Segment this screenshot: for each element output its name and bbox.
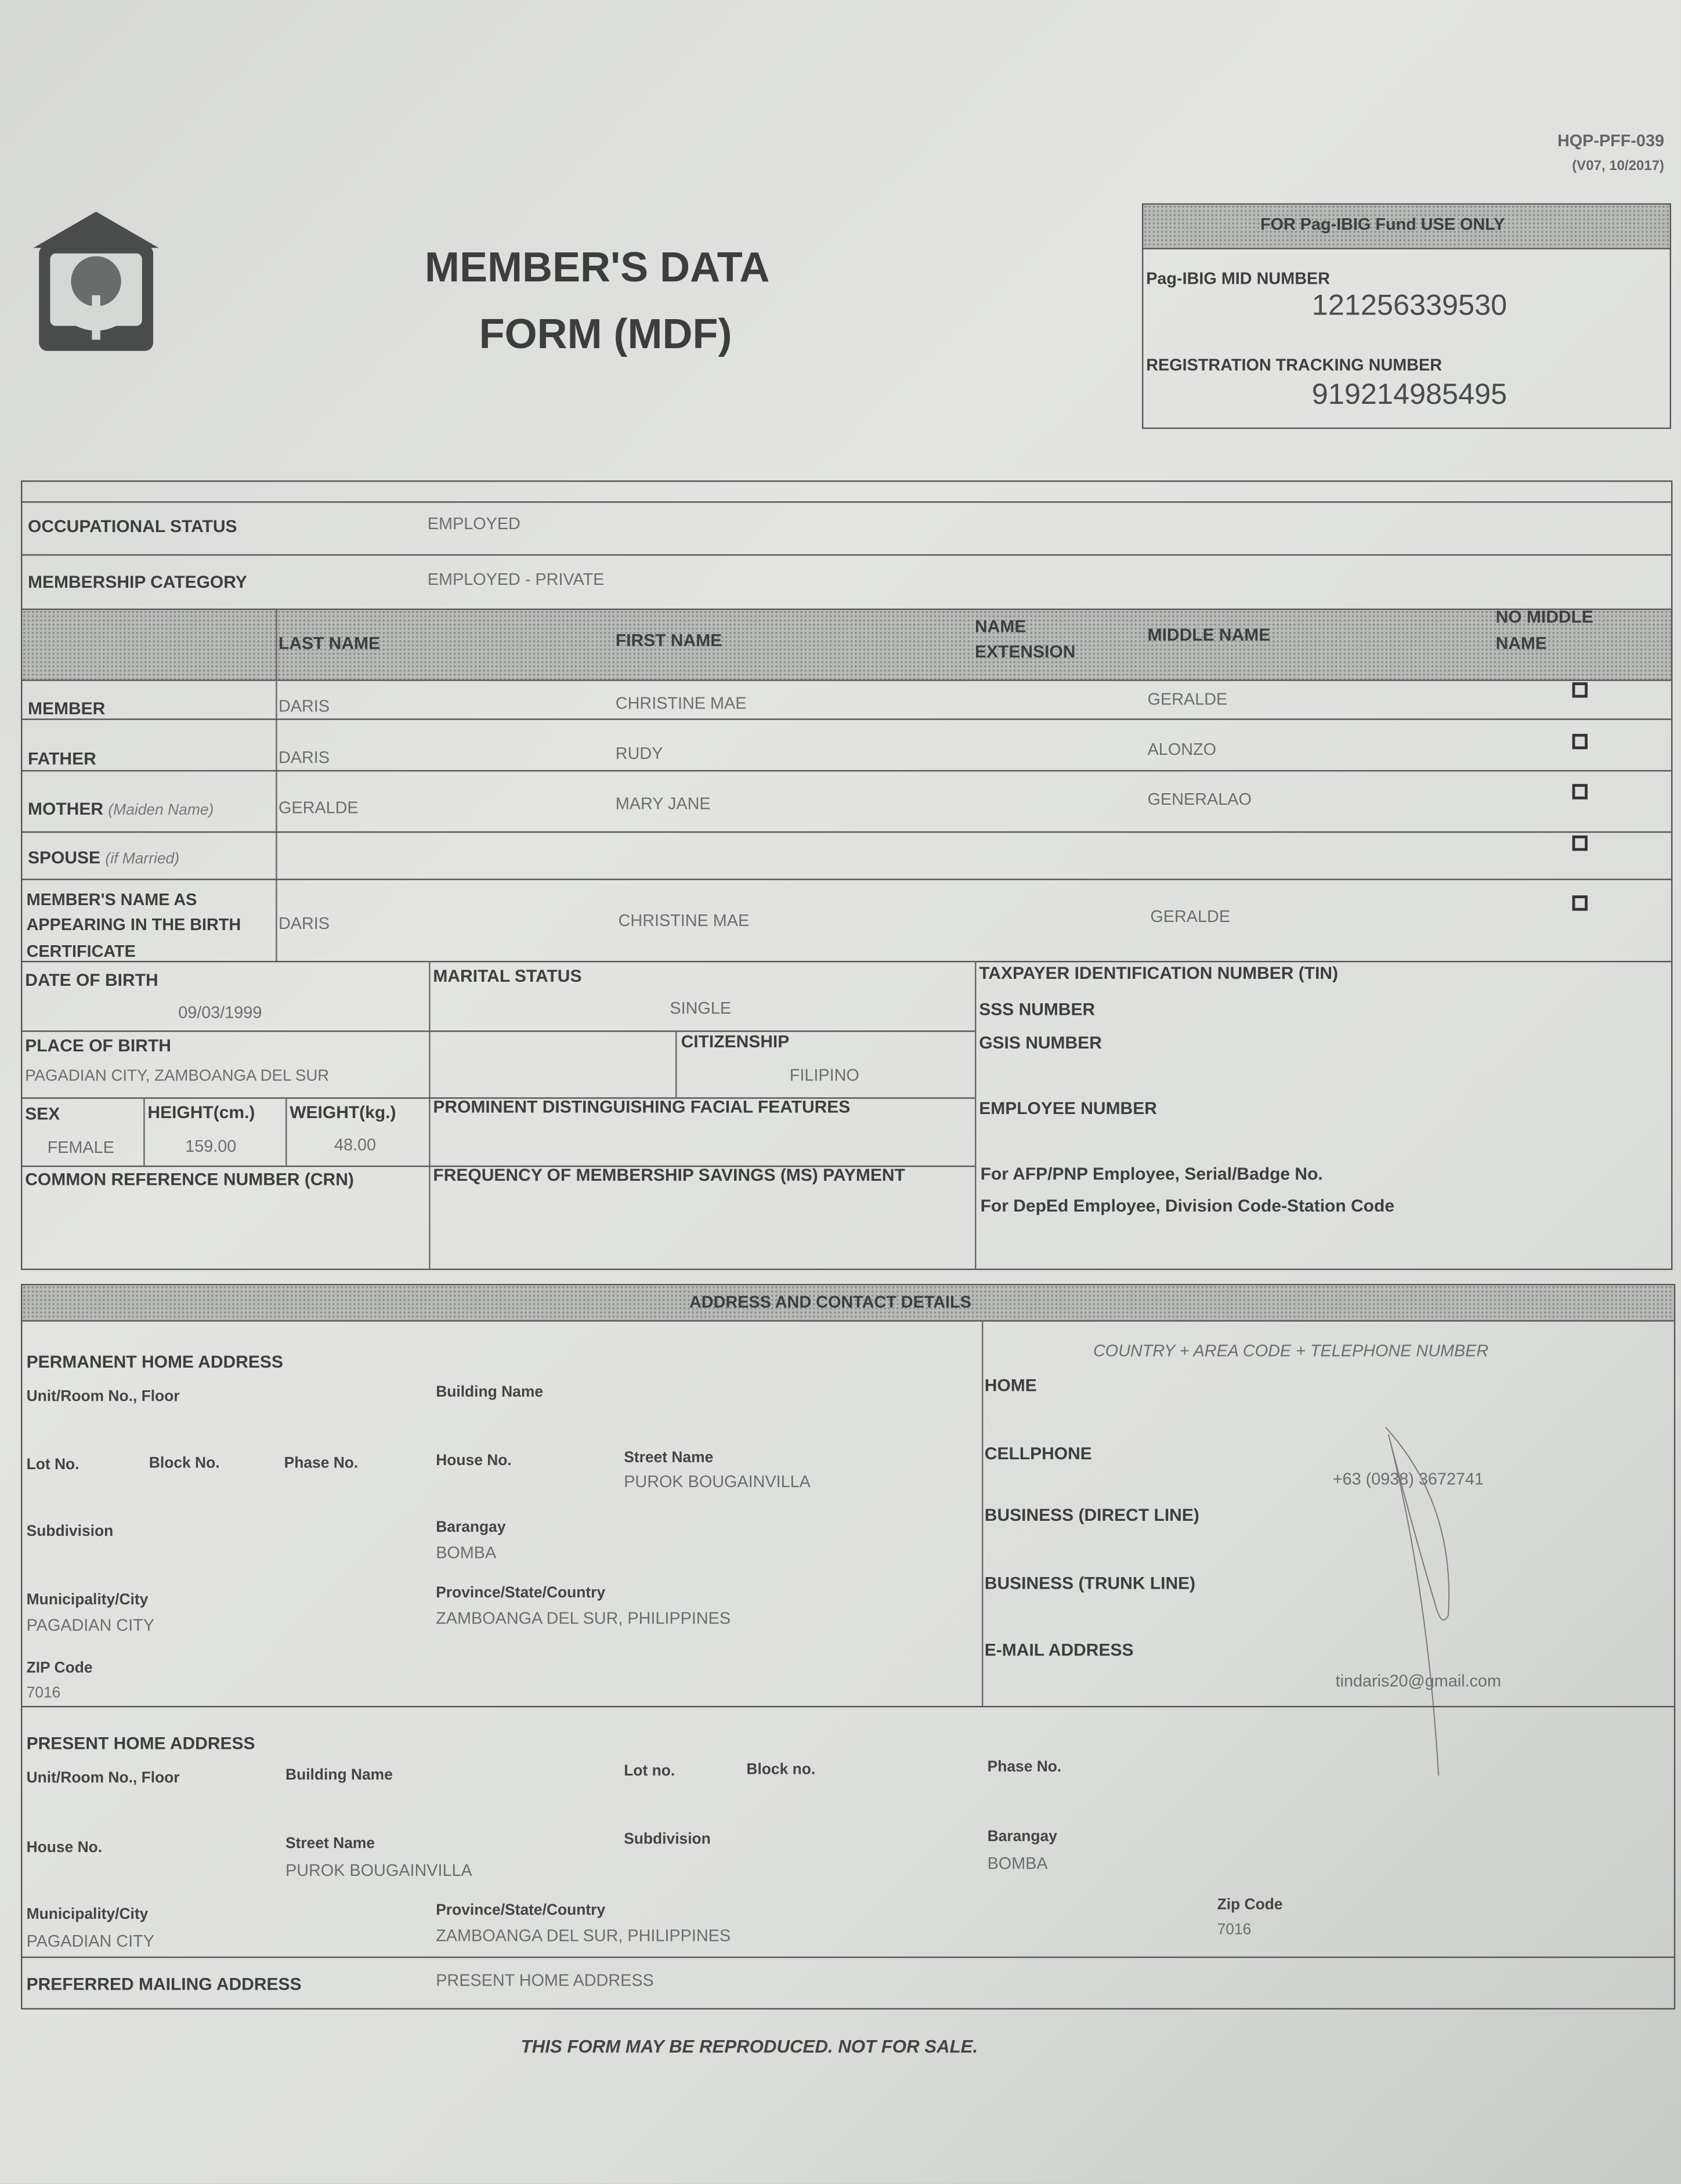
pres-phase-label: Phase No. bbox=[987, 1759, 1062, 1776]
height-value[interactable]: 159.00 bbox=[185, 1136, 237, 1156]
gsis-label: GSIS NUMBER bbox=[979, 1033, 1102, 1053]
father-middle-name[interactable]: ALONZO bbox=[1147, 739, 1217, 759]
perm-street-value[interactable]: PUROK BOUGAINVILLA bbox=[624, 1471, 811, 1492]
title-line-2: FORM (MDF) bbox=[479, 312, 732, 358]
house-logo-icon bbox=[31, 209, 162, 354]
birth-cert-middle-name[interactable]: GERALDE bbox=[1150, 906, 1231, 927]
marital-status-value[interactable]: SINGLE bbox=[670, 998, 732, 1018]
sss-label: SSS NUMBER bbox=[979, 1000, 1096, 1019]
birth-cert-label-1: MEMBER'S NAME AS bbox=[26, 889, 197, 910]
dob-value[interactable]: 09/03/1999 bbox=[178, 1003, 262, 1022]
membership-category-label: MEMBERSHIP CATEGORY bbox=[28, 572, 247, 592]
cellphone-value[interactable]: +63 (0938) 3672741 bbox=[1332, 1469, 1484, 1489]
col-middle-name: MIDDLE NAME bbox=[1147, 625, 1271, 645]
pob-label: PLACE OF BIRTH bbox=[25, 1036, 171, 1056]
employee-number-label: EMPLOYEE NUMBER bbox=[979, 1098, 1157, 1119]
present-address-title: PRESENT HOME ADDRESS bbox=[26, 1734, 255, 1753]
title-line-1: MEMBER'S DATA bbox=[425, 245, 770, 291]
perm-zip-label: ZIP Code bbox=[26, 1659, 93, 1677]
perm-province-value[interactable]: ZAMBOANGA DEL SUR, PHILIPPINES bbox=[436, 1608, 731, 1628]
pagibig-logo bbox=[31, 209, 162, 354]
mailing-address-value[interactable]: PRESENT HOME ADDRESS bbox=[436, 1970, 654, 1990]
perm-zip-value[interactable]: 7016 bbox=[26, 1685, 61, 1702]
row-mother-label bbox=[28, 800, 214, 819]
row-father-label: FATHER bbox=[28, 749, 96, 769]
mid-number-value: 121256339530 bbox=[1311, 290, 1508, 322]
pres-subdivision-label: Subdivision bbox=[624, 1831, 711, 1848]
perm-building-label: Building Name bbox=[436, 1384, 544, 1401]
birth-cert-last-name[interactable]: DARIS bbox=[279, 913, 330, 934]
perm-street-label: Street Name bbox=[624, 1449, 714, 1467]
afp-pnp-label: For AFP/PNP Employee, Serial/Badge No. bbox=[980, 1164, 1323, 1184]
member-last-name[interactable]: DARIS bbox=[279, 696, 330, 716]
tin-label: TAXPAYER IDENTIFICATION NUMBER (TIN) bbox=[979, 963, 1339, 983]
mother-middle-name[interactable]: GENERALAO bbox=[1147, 789, 1252, 809]
birth-cert-label-2: APPEARING IN THE BIRTH bbox=[26, 914, 241, 935]
member-middle-name[interactable]: GERALDE bbox=[1147, 689, 1228, 709]
rtn-value: 919214985495 bbox=[1311, 378, 1508, 411]
email-value[interactable]: tindaris20@gmail.com bbox=[1335, 1671, 1501, 1691]
pres-building-label: Building Name bbox=[285, 1767, 393, 1784]
perm-block-label: Block No. bbox=[149, 1455, 220, 1472]
pres-lot-label: Lot no. bbox=[624, 1763, 675, 1780]
father-no-middle-checkbox[interactable] bbox=[1572, 734, 1588, 749]
weight-label: WEIGHT(kg.) bbox=[290, 1102, 396, 1123]
birth-cert-label-3: CERTIFICATE bbox=[26, 941, 136, 961]
occupational-status-label: OCCUPATIONAL STATUS bbox=[28, 516, 237, 537]
occupational-status-value[interactable]: EMPLOYED bbox=[427, 514, 520, 534]
birth-cert-no-middle-checkbox[interactable] bbox=[1572, 895, 1588, 910]
crn-label: COMMON REFERENCE NUMBER (CRN) bbox=[25, 1170, 354, 1189]
form-version: (V07, 10/2017) bbox=[1572, 158, 1664, 174]
footer-note: THIS FORM MAY BE REPRODUCED. NOT FOR SALE. bbox=[520, 2035, 978, 2057]
mid-number-label: Pag-IBIG MID NUMBER bbox=[1146, 269, 1330, 288]
pres-street-value[interactable]: PUROK BOUGAINVILLA bbox=[285, 1860, 472, 1881]
col-name-extension-2: EXTENSION bbox=[975, 642, 1076, 661]
perm-barangay-label: Barangay bbox=[436, 1519, 506, 1536]
marital-status-label: MARITAL STATUS bbox=[433, 966, 582, 986]
pres-city-value[interactable]: PAGADIAN CITY bbox=[26, 1931, 154, 1951]
pres-house-label: House No. bbox=[26, 1839, 103, 1857]
mailing-address-label: PREFERRED MAILING ADDRESS bbox=[26, 1975, 302, 1994]
father-first-name[interactable]: RUDY bbox=[615, 743, 663, 764]
rtn-label: REGISTRATION TRACKING NUMBER bbox=[1146, 355, 1443, 375]
pres-barangay-label: Barangay bbox=[987, 1828, 1057, 1846]
perm-unit-label: Unit/Room No., Floor bbox=[26, 1388, 180, 1405]
name-header-bg bbox=[22, 610, 1671, 679]
phone-format-note: COUNTRY + AREA CODE + TELEPHONE NUMBER bbox=[1093, 1341, 1489, 1361]
col-name-extension-1: NAME bbox=[975, 617, 1026, 637]
facial-features-label: PROMINENT DISTINGUISHING FACIAL FEATURES bbox=[433, 1097, 851, 1117]
business-trunk-label: BUSINESS (TRUNK LINE) bbox=[984, 1574, 1196, 1593]
perm-subdivision-label: Subdivision bbox=[26, 1523, 114, 1541]
mother-label-note: (Maiden Name) bbox=[108, 802, 214, 819]
pres-province-label: Province/State/Country bbox=[436, 1902, 606, 1919]
business-direct-label: BUSINESS (DIRECT LINE) bbox=[984, 1505, 1199, 1525]
pen-mark-icon bbox=[1372, 1420, 1483, 1782]
pres-unit-label: Unit/Room No., Floor bbox=[26, 1770, 180, 1787]
pres-street-label: Street Name bbox=[285, 1835, 375, 1853]
mother-last-name[interactable]: GERALDE bbox=[279, 798, 359, 818]
mother-first-name[interactable]: MARY JANE bbox=[615, 794, 711, 813]
citizenship-value[interactable]: FILIPINO bbox=[789, 1065, 859, 1085]
perm-city-label: Municipality/City bbox=[26, 1592, 149, 1608]
pres-block-label: Block no. bbox=[746, 1762, 816, 1778]
row-spouse-label bbox=[28, 848, 179, 868]
height-label: HEIGHT(cm.) bbox=[147, 1102, 255, 1123]
home-phone-label: HOME bbox=[984, 1376, 1037, 1395]
perm-house-label: House No. bbox=[436, 1452, 512, 1469]
perm-city-value[interactable]: PAGADIAN CITY bbox=[26, 1615, 154, 1635]
pres-city-label: Municipality/City bbox=[26, 1906, 149, 1923]
member-info-table bbox=[21, 480, 1672, 1270]
pres-barangay-value[interactable]: BOMBA bbox=[987, 1853, 1048, 1874]
address-header: ADDRESS AND CONTACT DETAILS bbox=[689, 1292, 971, 1312]
col-no-middle-1: NO MIDDLE bbox=[1495, 607, 1593, 627]
col-first-name: FIRST NAME bbox=[615, 631, 722, 650]
birth-cert-first-name[interactable]: CHRISTINE MAE bbox=[618, 910, 750, 931]
perm-lot-label: Lot No. bbox=[26, 1456, 79, 1474]
father-last-name[interactable]: DARIS bbox=[279, 747, 330, 768]
email-label: E-MAIL ADDRESS bbox=[984, 1640, 1134, 1660]
sex-label: SEX bbox=[25, 1104, 60, 1124]
member-no-middle-checkbox[interactable] bbox=[1572, 682, 1588, 697]
weight-value[interactable]: 48.00 bbox=[334, 1135, 377, 1155]
ms-frequency-label: FREQUENCY OF MEMBERSHIP SAVINGS (MS) PAYMENT bbox=[433, 1165, 905, 1185]
pob-value[interactable]: PAGADIAN CITY, ZAMBOANGA DEL SUR bbox=[25, 1068, 330, 1085]
sex-value[interactable]: FEMALE bbox=[47, 1137, 114, 1158]
cellphone-label: CELLPHONE bbox=[984, 1444, 1092, 1464]
permanent-address-title: PERMANENT HOME ADDRESS bbox=[26, 1352, 283, 1372]
form-code: HQP-PFF-039 bbox=[1557, 131, 1664, 151]
mother-no-middle-checkbox[interactable] bbox=[1572, 784, 1588, 799]
membership-category-value[interactable]: EMPLOYED - PRIVATE bbox=[427, 569, 605, 590]
spouse-no-middle-checkbox[interactable] bbox=[1572, 836, 1588, 851]
dob-label: DATE OF BIRTH bbox=[25, 970, 158, 990]
spouse-label-note: (if Married) bbox=[105, 851, 180, 868]
col-last-name: LAST NAME bbox=[279, 634, 381, 653]
perm-province-label: Province/State/Country bbox=[436, 1585, 606, 1601]
deped-label: For DepEd Employee, Division Code-Station Code bbox=[980, 1196, 1395, 1216]
row-member-label: MEMBER bbox=[28, 699, 106, 719]
perm-barangay-value[interactable]: BOMBA bbox=[436, 1543, 497, 1563]
fund-box-header: FOR Pag-IBIG Fund USE ONLY bbox=[1260, 214, 1505, 234]
pres-province-value[interactable]: ZAMBOANGA DEL SUR, PHILIPPINES bbox=[436, 1926, 731, 1946]
perm-phase-label: Phase No. bbox=[284, 1455, 359, 1472]
member-first-name[interactable]: CHRISTINE MAE bbox=[615, 693, 747, 713]
col-no-middle-2: NAME bbox=[1495, 634, 1547, 653]
spouse-label-text: SPOUSE bbox=[28, 848, 101, 868]
pres-zip-label: Zip Code bbox=[1217, 1896, 1283, 1914]
pres-zip-value[interactable]: 7016 bbox=[1217, 1922, 1252, 1939]
mother-label-text: MOTHER bbox=[28, 799, 104, 819]
citizenship-label: CITIZENSHIP bbox=[681, 1032, 790, 1052]
